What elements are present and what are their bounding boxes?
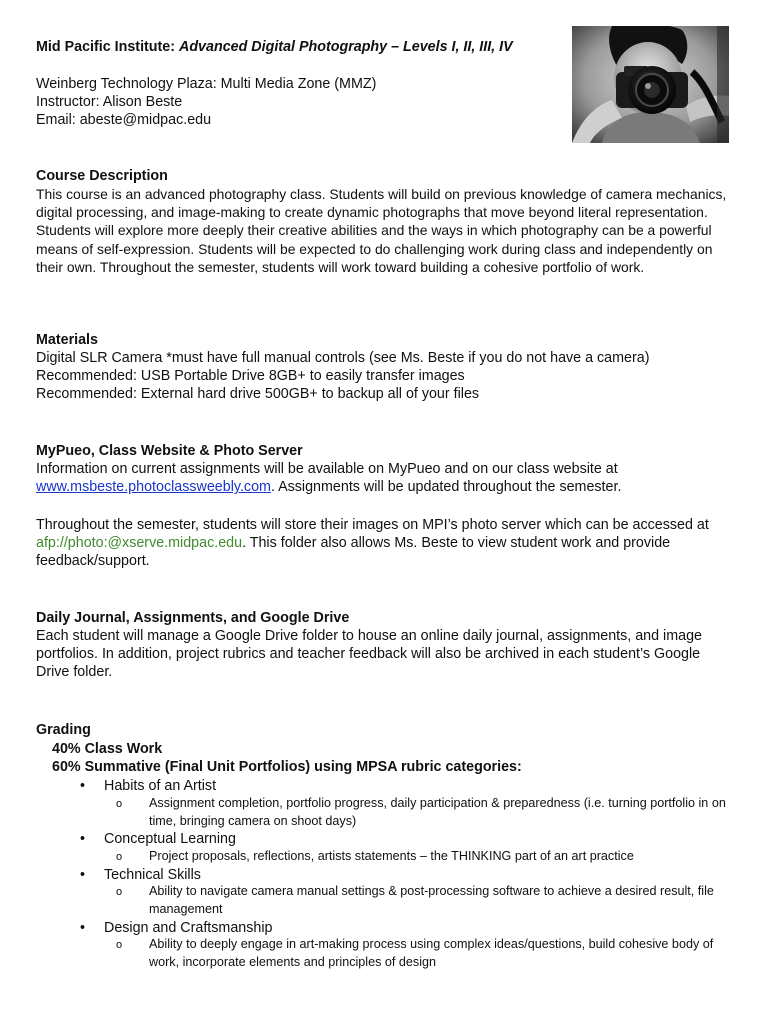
instructor-line: Instructor: Alison Beste (36, 94, 183, 110)
email-line: Email: abeste@midpac.edu (36, 112, 212, 128)
camera-portrait-icon (572, 26, 729, 143)
sub-bullet-marker: o (116, 886, 123, 898)
bullet-marker: • (80, 867, 86, 883)
photographer-portrait-photo (572, 26, 729, 143)
journal-heading: Daily Journal, Assignments, and Google Drive (36, 610, 350, 626)
class-website-link[interactable]: www.msbeste.photoclassweebly.com (36, 479, 271, 496)
mypueo-paragraph-2 (36, 516, 736, 571)
materials-item: Recommended: USB Portable Drive 8GB+ to easily transfer images (36, 368, 465, 384)
sub-bullet-marker: o (116, 851, 123, 863)
materials-item: Recommended: External hard drive 500GB+ to backup all of your files (36, 386, 480, 402)
course-description-heading: Course Description (36, 168, 168, 184)
grading-summative: 60% Summative (Final Unit Portfolios) using MPSA rubric categories: (52, 759, 522, 775)
photo-server-address[interactable]: afp://photo:@xserve.midpac.edu (36, 535, 243, 552)
grading-classwork: 40% Class Work (52, 741, 163, 757)
category-label: Conceptual Learning (104, 831, 236, 847)
bullet-marker: • (80, 920, 86, 936)
materials-heading: Materials (36, 332, 98, 348)
mypueo-paragraph-1 (36, 460, 736, 496)
course-name: Advanced Digital Photography – Levels I, II, III, IV (179, 39, 513, 55)
location-line: Weinberg Technology Plaza: Multi Media Zone (MMZ) (36, 76, 377, 92)
bullet-marker: • (80, 831, 86, 847)
course-description-text: This course is an advanced photography class. Students will build on previous knowledge of camera mechanics, digital processing, and image-making to create dynamic photographs that move beyond literal representation. Students will explore more deeply their creative abilities and the ways in which photography can be a powerful means of self-expression. Students will be expected to do challenging work during class and independently on their own. Throughout the semester, students will work toward building a cohesive portfolio of work. (36, 186, 727, 275)
category-detail: Ability to navigate camera manual settings & post-processing software to achieve a desired result, file management (149, 884, 714, 916)
server-text: . This folder also allows Ms. Beste to view student work and provide feedback/support. (36, 535, 671, 570)
course-title (36, 38, 513, 56)
bullet-marker: • (80, 778, 86, 794)
institute-name: Mid Pacific Institute: (36, 39, 176, 55)
category-label: Technical Skills (104, 867, 201, 883)
category-label: Habits of an Artist (104, 778, 217, 794)
mypueo-heading: MyPueo, Class Website & Photo Server (36, 443, 303, 459)
journal-text: Each student will manage a Google Drive folder to house an online daily journal, assignments, and image portfolios. In addition, project rubrics and teacher feedback will also be archived in each student’s Google Drive folder. (36, 628, 702, 681)
grading-heading: Grading (36, 722, 91, 738)
server-text: Throughout the semester, students will store their images on MPI’s photo server which can be accessed at (36, 517, 709, 533)
mypueo-text: Information on current assignments will be available on MyPueo and on our class website at (36, 461, 618, 477)
category-detail: Assignment completion, portfolio progress, daily participation & preparedness (i.e. turning portfolio in on time, bringing camera on shoot days) (149, 796, 726, 828)
category-detail: Ability to deeply engage in art-making process using complex ideas/questions, build cohesive body of work, incorporate elements and principles of design (149, 937, 714, 969)
mypueo-text: . Assignments will be updated throughout the semester. (270, 479, 622, 496)
sub-bullet-marker: o (116, 939, 123, 951)
category-detail: Project proposals, reflections, artists statements – the THINKING part of an art practice (149, 849, 634, 863)
category-label: Design and Craftsmanship (104, 920, 273, 936)
materials-item: Digital SLR Camera *must have full manual controls (see Ms. Beste if you do not have a camera) (36, 350, 650, 366)
sub-bullet-marker: o (116, 798, 123, 810)
